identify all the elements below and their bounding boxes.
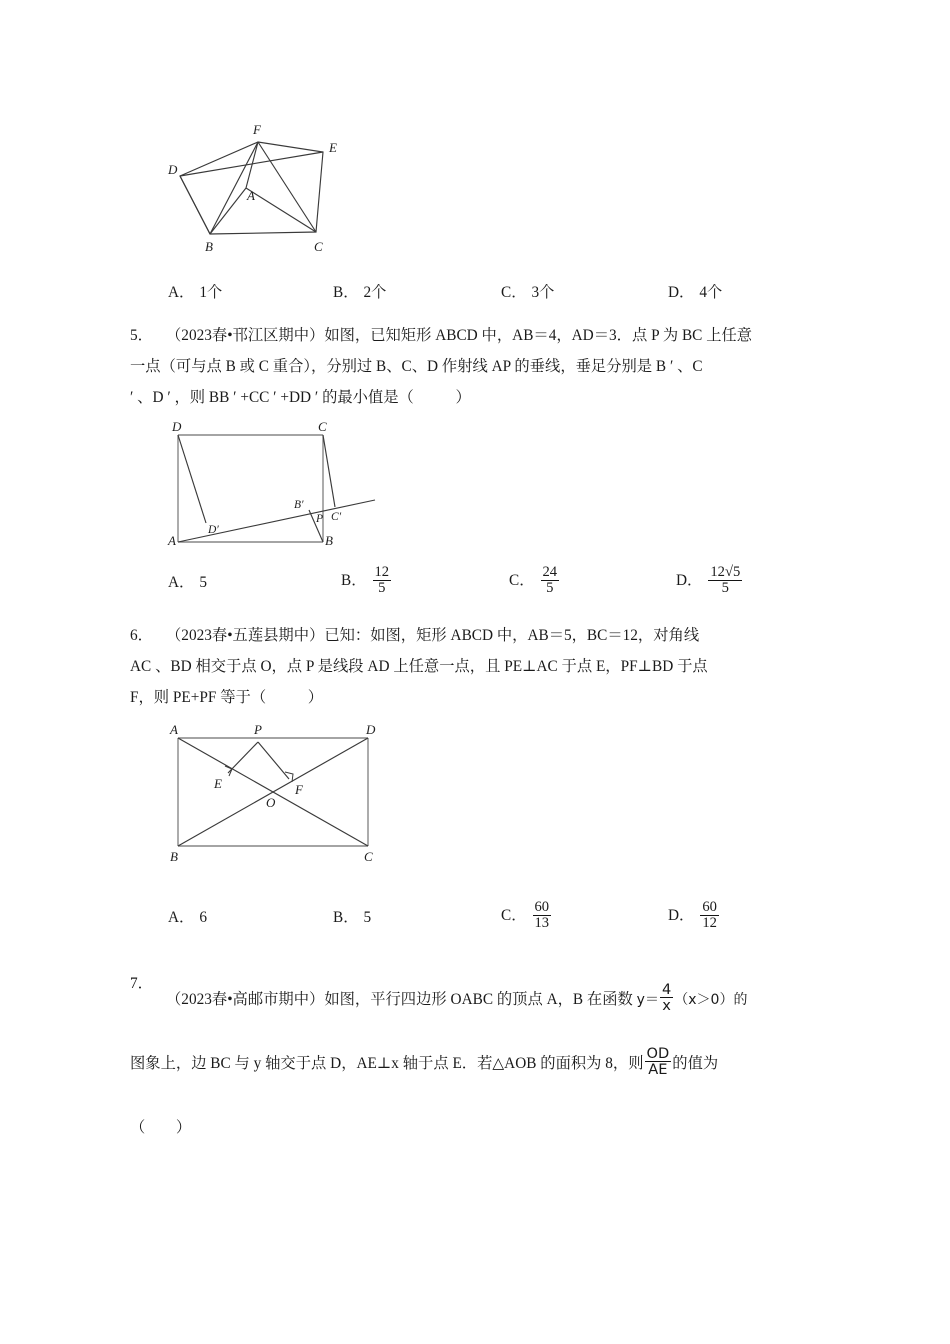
figure6-label-b: B [170,849,178,864]
question-7-ratio-fraction [645,1046,672,1077]
question-5-options [168,565,828,605]
q6-option-c-label: C． [501,906,527,924]
q5-option-b[interactable] [341,565,392,596]
q5-option-d-denominator: 5 [708,580,742,596]
question-7-line-1 [166,968,866,1032]
q6-option-d-fraction [700,900,719,931]
q5-option-a[interactable] [168,573,207,593]
question-6-number: 6． [130,627,153,644]
figure6-label-a: A [170,722,178,737]
figure5-label-a: A [168,533,176,548]
question-7-line-2-post: 的值为 [672,1055,719,1072]
question-6-line-3 [130,682,846,713]
figure4-label-b: B [205,239,213,254]
option-c-value: 3个 [531,284,555,301]
question-7-line-2 [130,1032,866,1096]
question-7-equation-numerator: 4 [661,980,672,998]
q5-option-b-denominator: 5 [373,580,392,596]
question-5-line-3-text: ′ 、D ′ ，则 BB ′ +CC ′ +DD ′ 的最小值是（ [130,389,414,406]
q5-option-c-fraction [541,565,560,596]
q6-option-d[interactable] [668,900,720,931]
q6-option-c-numerator: 60 [534,899,550,915]
q5-option-a-label: A． [168,574,195,591]
question-6-line-1: （2023春•五莲县期中）已知：如图，矩形 ABCD 中，AB＝5，BC＝12，对角线 [166,627,700,644]
option-b-label: B． [333,284,359,301]
figure-question-6 [168,722,398,864]
figure6-label-c: C [364,849,373,864]
q6-option-a-value: 6 [199,909,208,926]
figure-question-4 [168,112,368,262]
figure6-label-e: E [214,776,222,791]
question-5-text [130,320,846,413]
figure6-label-d: D [366,722,376,737]
figure4-label-f: F [253,122,261,137]
question-7-number: 7． [130,975,153,992]
option-b[interactable] [333,283,386,303]
q5-option-c-label: C． [509,571,535,589]
figure6-label-f: F [295,782,303,797]
question-6-line-2: AC 、BD 相交于点 O，点 P 是线段 AD 上任意一点，且 PE⊥AC 于点 E，PF⊥BD 于点 [130,658,708,675]
figure5-label-b: B [325,533,333,548]
option-a-label: A． [168,284,195,301]
question-7-line-3[interactable]: （ ） [130,1119,192,1136]
figure4-label-a: A [247,188,255,203]
q6-option-d-numerator: 60 [702,899,717,915]
q5-option-d-numerator: 12√5 [710,564,741,580]
q6-option-b-value: 5 [363,909,372,926]
figure5-label-d: D [172,419,182,434]
question-6-text [130,620,846,713]
q5-option-b-numerator: 12 [374,564,390,580]
figure5-label-b-prime: B′ [294,499,304,511]
option-d-value: 4个 [699,284,723,301]
question-7-ratio-numerator: OD [646,1045,670,1063]
q6-option-a-label: A． [168,909,195,926]
figure6-label-p: P [254,722,262,737]
q5-option-c[interactable] [509,565,560,596]
q6-option-b-label: B． [333,909,359,926]
q5-option-d-fraction [708,565,742,596]
option-a[interactable] [168,283,222,303]
option-a-value: 1个 [199,284,223,301]
question-6-line-3-text: F，则 PE+PF 等于（ [130,689,267,706]
question-4-options [168,283,808,305]
option-d[interactable] [668,283,722,303]
figure4-label-e: E [329,140,337,155]
q5-option-c-numerator: 24 [542,564,558,580]
figure6-label-o: O [266,795,276,810]
figure5-label-c: C [318,419,327,434]
question-7-equation-lhs: y＝ [636,992,659,1008]
question-7-equation-fraction [660,982,673,1013]
q6-option-c-denominator: 13 [534,915,550,932]
q6-option-c-fraction [533,900,552,931]
question-7-equation-condition: （x＞0）的 [674,992,748,1008]
question-7-text [130,968,866,1160]
q6-option-d-label: D． [668,906,695,924]
question-7-line-2-text: 图象上，边 BC 与 y 轴交于点 D，AE⊥x 轴于点 E．若△AOB 的面积为 8，则 [130,1055,644,1072]
q5-option-b-fraction [373,565,392,596]
question-6-options [168,900,828,940]
figure5-label-p: P [316,513,324,525]
figure5-label-c-prime: C′ [331,511,342,523]
question-6-line-3-close: ） [307,689,324,706]
question-7-equation-denominator: x [660,997,673,1013]
q6-option-a[interactable] [168,908,207,928]
q5-option-d-label: D． [676,571,703,589]
question-7-equation [636,980,748,1014]
question-7-line-1-text: （2023春•高邮市期中）如图，平行四边形 OABC 的顶点 A，B 在函数 [166,991,633,1008]
figure4-label-c: C [314,239,323,254]
figure4-label-d: D [168,162,178,177]
question-5-line-3-close: ） [455,389,471,406]
figure5-label-d-prime: D′ [208,524,219,536]
q6-option-d-denominator: 12 [702,915,717,932]
q6-option-b[interactable] [333,908,371,928]
question-5-line-3 [130,382,846,413]
q6-option-c[interactable] [501,900,552,931]
option-c[interactable] [501,283,554,303]
q5-option-a-value: 5 [199,574,208,591]
option-d-label: D． [668,284,695,301]
question-5-line-2: 一点（可与点 B 或 C 重合），分别过 B、C、D 作射线 AP 的垂线，垂足分别是 B ′ 、C [130,358,703,375]
figure-question-5 [168,418,388,546]
q5-option-b-label: B． [341,571,367,589]
option-c-label: C． [501,284,527,301]
q5-option-d[interactable] [676,565,743,596]
option-b-value: 2个 [363,284,387,301]
question-5-line-1: （2023春•邗江区期中）如图，已知矩形 ABCD 中，AB＝4，AD＝3．点 P 为 BC 上任意 [166,327,753,344]
question-7-ratio-denominator: AE [645,1061,672,1077]
question-5-number: 5． [130,327,153,344]
q5-option-c-denominator: 5 [541,580,560,596]
